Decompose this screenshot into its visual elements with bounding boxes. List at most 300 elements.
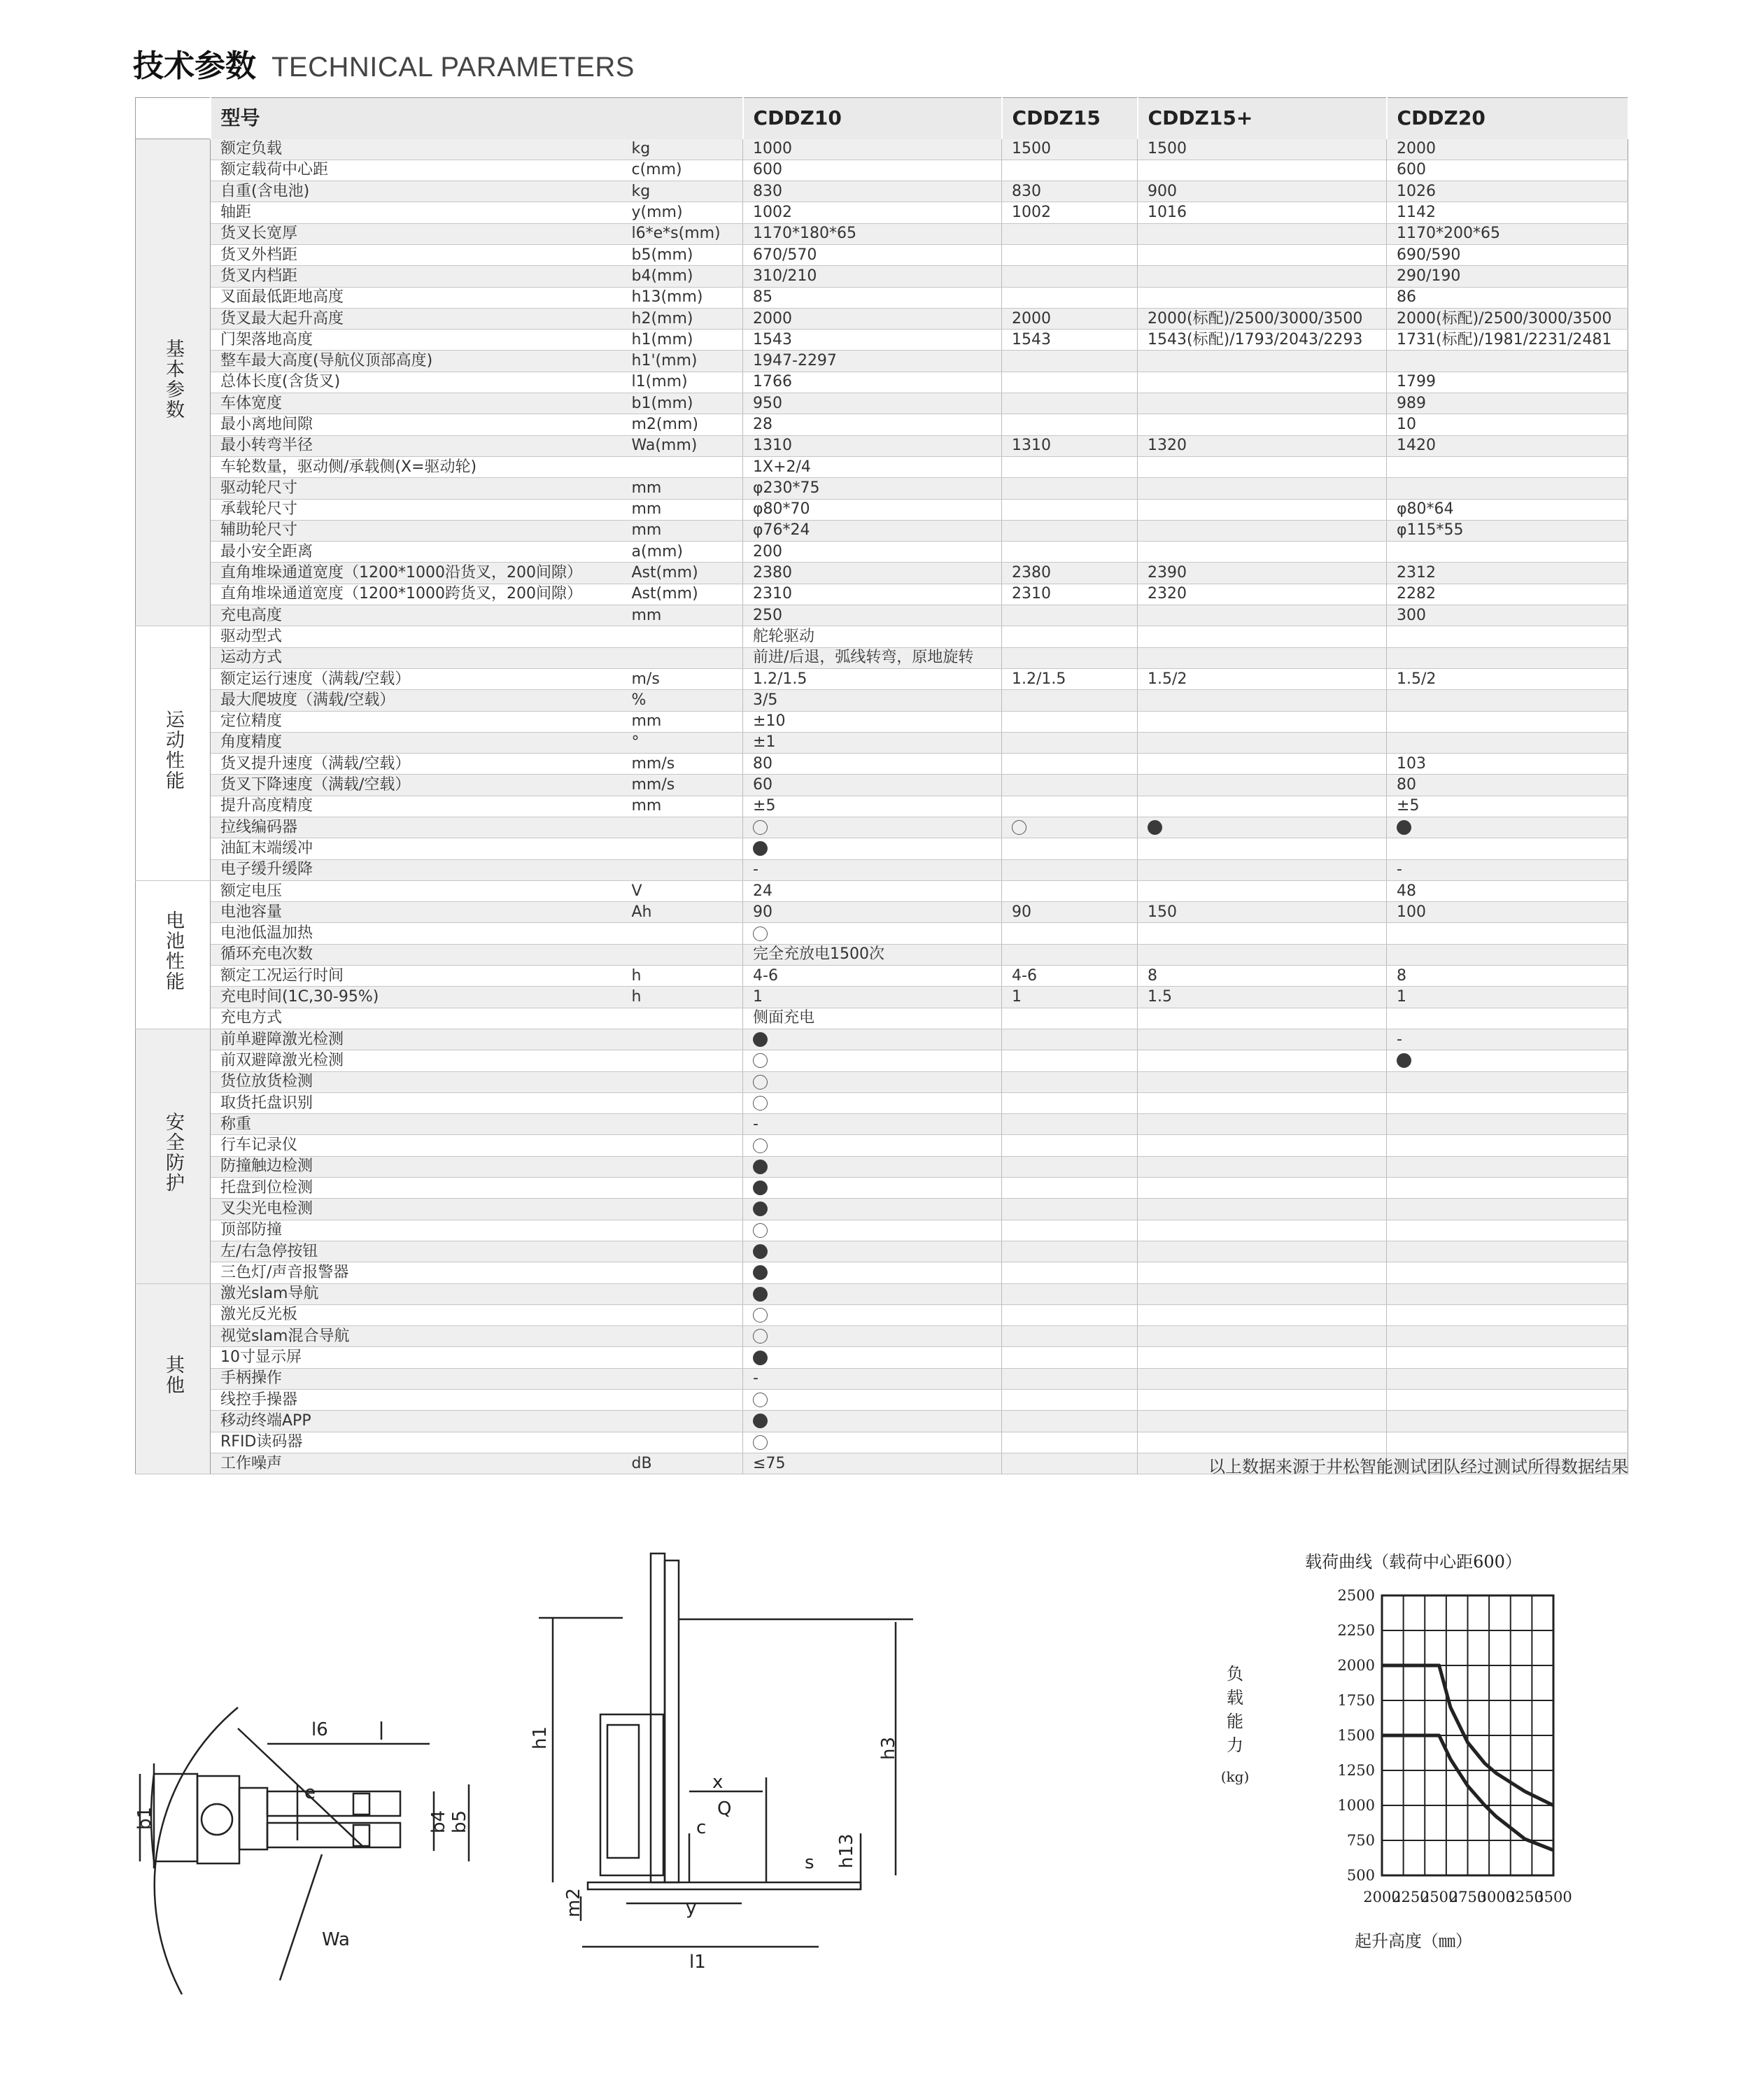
param-unit: mm <box>622 478 743 499</box>
value-cell <box>1138 456 1387 477</box>
footnote: 以上数据来源于井松智能测试团队经过测试所得数据结果 <box>1208 1457 1628 1477</box>
param-label: 循环充电次数 <box>211 944 622 965</box>
value-cell <box>743 1262 1002 1283</box>
value-cell <box>1138 1156 1387 1177</box>
optional-circle-icon <box>1012 820 1026 835</box>
value-cell <box>1002 1326 1138 1347</box>
value-cell <box>1387 1368 1628 1389</box>
value-cell: 1543 <box>1002 330 1138 351</box>
value-cell <box>1387 1114 1628 1135</box>
param-unit <box>622 838 743 859</box>
optional-circle-icon <box>753 1308 768 1323</box>
standard-dot-icon <box>1397 820 1411 835</box>
standard-dot-icon <box>753 1201 768 1216</box>
param-label: 顶部防撞 <box>211 1220 622 1241</box>
value-cell: 1 <box>1002 987 1138 1008</box>
param-unit: mm <box>622 520 743 541</box>
param-unit <box>622 1050 743 1071</box>
table-row <box>136 1199 1628 1220</box>
table-row <box>136 393 1628 414</box>
table-row <box>136 372 1628 393</box>
table-row <box>136 1347 1628 1368</box>
value-cell <box>1138 1283 1387 1304</box>
value-cell <box>1002 351 1138 372</box>
value-cell: 830 <box>1002 181 1138 202</box>
param-unit <box>622 1411 743 1432</box>
value-cell: 1 <box>1387 987 1628 1008</box>
param-label: 额定电压 <box>211 880 622 901</box>
x-tick-label: 2750 <box>1448 1889 1487 1905</box>
value-cell <box>1387 1432 1628 1453</box>
table-row <box>136 902 1628 923</box>
param-unit: V <box>622 880 743 901</box>
param-unit: h13(mm) <box>622 287 743 308</box>
value-cell: 1320 <box>1138 435 1387 456</box>
value-cell: 1.5/2 <box>1138 668 1387 689</box>
value-cell <box>1002 923 1138 944</box>
value-cell: 600 <box>1387 160 1628 181</box>
table-row <box>136 1114 1628 1135</box>
value-cell: 1.5 <box>1138 987 1387 1008</box>
param-label: 货位放货检测 <box>211 1071 622 1092</box>
value-cell: 103 <box>1387 754 1628 775</box>
value-cell <box>1387 1347 1628 1368</box>
value-cell <box>1138 478 1387 499</box>
table-row <box>136 223 1628 244</box>
value-cell <box>1387 1241 1628 1262</box>
param-label: 手柄操作 <box>211 1368 622 1389</box>
value-cell <box>1138 499 1387 520</box>
param-unit <box>622 1029 743 1050</box>
param-unit: kg <box>622 139 743 160</box>
value-cell <box>743 1304 1002 1325</box>
value-cell <box>1002 1092 1138 1113</box>
value-cell <box>1138 1241 1387 1262</box>
standard-dot-icon <box>753 1265 768 1280</box>
standard-dot-icon <box>753 1244 768 1259</box>
param-unit <box>622 1262 743 1283</box>
chart-title: 载荷曲线（载荷中心距600） <box>1305 1552 1522 1572</box>
value-cell <box>1387 1050 1628 1071</box>
param-unit <box>622 1241 743 1262</box>
value-cell <box>1138 1008 1387 1029</box>
value-cell <box>1002 1453 1138 1474</box>
param-unit: h <box>622 987 743 1008</box>
param-unit: Ah <box>622 902 743 923</box>
value-cell: 290/190 <box>1387 266 1628 287</box>
value-cell <box>1138 690 1387 711</box>
value-cell <box>1002 1156 1138 1177</box>
table-row <box>136 1304 1628 1325</box>
param-unit <box>622 626 743 647</box>
table-row <box>136 266 1628 287</box>
param-label: 电池低温加热 <box>211 923 622 944</box>
value-cell <box>1002 711 1138 732</box>
spec-table <box>135 97 1629 1474</box>
chart-ylabel <box>1221 1664 1250 1785</box>
table-row <box>136 563 1628 584</box>
value-cell <box>1002 478 1138 499</box>
value-cell: ±5 <box>743 796 1002 817</box>
value-cell <box>743 1092 1002 1113</box>
label-h1: h1 <box>530 1726 551 1749</box>
value-cell <box>1138 1220 1387 1241</box>
table-row <box>136 626 1628 647</box>
table-row <box>136 1178 1628 1199</box>
value-cell <box>743 923 1002 944</box>
label-l6: l6 <box>311 1719 328 1740</box>
value-cell: 2310 <box>1002 584 1138 605</box>
param-label: 视觉slam混合导航 <box>211 1326 622 1347</box>
table-row <box>136 308 1628 329</box>
label-l1: l1 <box>689 1952 706 1973</box>
param-label: 最大爬坡度（满载/空载） <box>211 690 622 711</box>
param-label: 激光反光板 <box>211 1304 622 1325</box>
standard-dot-icon <box>753 1414 768 1428</box>
param-unit <box>622 859 743 880</box>
value-cell: ±10 <box>743 711 1002 732</box>
header-model-3: CDDZ20 <box>1387 98 1628 139</box>
param-unit: mm <box>622 499 743 520</box>
value-cell <box>743 1050 1002 1071</box>
label-m2: m2 <box>563 1888 584 1917</box>
value-cell <box>743 1199 1002 1220</box>
param-unit: mm/s <box>622 754 743 775</box>
param-label: 最小离地间隙 <box>211 414 622 435</box>
value-cell <box>1002 817 1138 838</box>
value-cell <box>1138 520 1387 541</box>
x-tick-label: 3000 <box>1477 1889 1516 1905</box>
value-cell: 1 <box>743 987 1002 1008</box>
value-cell: 1016 <box>1138 202 1387 223</box>
value-cell <box>1387 456 1628 477</box>
table-row <box>136 923 1628 944</box>
optional-circle-icon <box>753 926 768 941</box>
ylabel-char: 负 <box>1227 1664 1243 1684</box>
param-label: 车体宽度 <box>211 393 622 414</box>
value-cell <box>1138 711 1387 732</box>
value-cell <box>1138 1178 1387 1199</box>
y-tick-label: 2000 <box>1337 1657 1375 1674</box>
value-cell <box>1138 414 1387 435</box>
table-row <box>136 1071 1628 1092</box>
value-cell: 28 <box>743 414 1002 435</box>
table-row <box>136 202 1628 223</box>
value-cell: 完全充放电1500次 <box>743 944 1002 965</box>
value-cell <box>1002 542 1138 563</box>
value-cell <box>1002 1135 1138 1156</box>
table-row <box>136 435 1628 456</box>
value-cell <box>1138 244 1387 265</box>
param-label: 激光slam导航 <box>211 1283 622 1304</box>
label-h3: h3 <box>878 1736 899 1760</box>
section-label: 其他 <box>136 1283 211 1474</box>
param-label: 前单避障激光检测 <box>211 1029 622 1050</box>
value-cell <box>1387 1199 1628 1220</box>
value-cell <box>1387 626 1628 647</box>
table-row <box>136 181 1628 202</box>
value-cell <box>1002 1411 1138 1432</box>
param-label: 线控手操器 <box>211 1390 622 1411</box>
value-cell <box>1138 1092 1387 1113</box>
param-label: 叉尖光电检测 <box>211 1199 622 1220</box>
value-cell: 200 <box>743 542 1002 563</box>
value-cell <box>743 1411 1002 1432</box>
title-en: TECHNICAL PARAMETERS <box>271 52 635 83</box>
param-label: 自重(含电池) <box>211 181 622 202</box>
ylabel-char: 载 <box>1227 1688 1243 1707</box>
value-cell: 1170*180*65 <box>743 223 1002 244</box>
param-unit: m2(mm) <box>622 414 743 435</box>
y-tick-label: 1750 <box>1337 1692 1375 1709</box>
param-label: 行车记录仪 <box>211 1135 622 1156</box>
value-cell <box>743 838 1002 859</box>
label-q: Q <box>717 1798 732 1819</box>
param-unit: b4(mm) <box>622 266 743 287</box>
value-cell: 8 <box>1387 966 1628 987</box>
value-cell <box>1138 1199 1387 1220</box>
value-cell: 1026 <box>1387 181 1628 202</box>
table-row <box>136 520 1628 541</box>
value-cell <box>1387 647 1628 668</box>
value-cell <box>1138 1071 1387 1092</box>
table-row <box>136 499 1628 520</box>
table-row <box>136 605 1628 626</box>
value-cell <box>1002 393 1138 414</box>
value-cell <box>1002 647 1138 668</box>
value-cell <box>1138 1304 1387 1325</box>
value-cell <box>1387 923 1628 944</box>
param-unit: kg <box>622 181 743 202</box>
param-label: 驱动轮尺寸 <box>211 478 622 499</box>
param-label: 货叉内档距 <box>211 266 622 287</box>
value-cell <box>1387 1008 1628 1029</box>
value-cell: 2320 <box>1138 584 1387 605</box>
table-row <box>136 796 1628 817</box>
table-row <box>136 1262 1628 1283</box>
y-tick-label: 1250 <box>1337 1762 1375 1779</box>
param-label: 整车最大高度(导航仪顶部高度) <box>211 351 622 372</box>
value-cell: 1.2/1.5 <box>743 668 1002 689</box>
chart-xlabel: 起升高度（㎜） <box>1355 1931 1472 1951</box>
value-cell <box>1138 1029 1387 1050</box>
table-row <box>136 1156 1628 1177</box>
standard-dot-icon <box>753 1160 768 1174</box>
param-unit: ° <box>622 732 743 753</box>
value-cell <box>1138 1390 1387 1411</box>
param-label: 门架落地高度 <box>211 330 622 351</box>
value-cell <box>1002 223 1138 244</box>
value-cell: 2000 <box>1002 308 1138 329</box>
value-cell <box>1002 1008 1138 1029</box>
value-cell: 3/5 <box>743 690 1002 711</box>
y-tick-label: 1500 <box>1337 1727 1375 1744</box>
label-b1: b1 <box>134 1806 155 1830</box>
value-cell <box>1138 859 1387 880</box>
value-cell: 1.2/1.5 <box>1002 668 1138 689</box>
value-cell <box>1138 393 1387 414</box>
ylabel-char: 力 <box>1227 1735 1243 1755</box>
value-cell <box>1002 859 1138 880</box>
x-tick-label: 3250 <box>1506 1889 1544 1905</box>
value-cell <box>1387 711 1628 732</box>
optional-circle-icon <box>753 1435 768 1450</box>
param-label: 额定负载 <box>211 139 622 160</box>
value-cell <box>1002 1114 1138 1135</box>
y-tick-label: 2500 <box>1337 1587 1375 1604</box>
value-cell <box>1002 414 1138 435</box>
param-label: 额定载荷中心距 <box>211 160 622 181</box>
ylabel-unit: (kg) <box>1220 1768 1250 1785</box>
value-cell: 1170*200*65 <box>1387 223 1628 244</box>
value-cell <box>1138 351 1387 372</box>
param-unit <box>622 1008 743 1029</box>
value-cell <box>1387 1092 1628 1113</box>
param-label: 最小转弯半径 <box>211 435 622 456</box>
value-cell: 600 <box>743 160 1002 181</box>
value-cell: 1731(标配)/1981/2231/2481 <box>1387 330 1628 351</box>
value-cell <box>1002 456 1138 477</box>
param-label: 防撞触边检测 <box>211 1156 622 1177</box>
param-label: 运动方式 <box>211 647 622 668</box>
param-label: 电池容量 <box>211 902 622 923</box>
value-cell: φ76*24 <box>743 520 1002 541</box>
param-label: 工作噪声 <box>211 1453 622 1474</box>
value-cell: 2390 <box>1138 563 1387 584</box>
table-row <box>136 1050 1628 1071</box>
value-cell <box>743 1283 1002 1304</box>
table-row <box>136 351 1628 372</box>
value-cell: 80 <box>743 754 1002 775</box>
value-cell <box>1002 287 1138 308</box>
value-cell: 2000(标配)/2500/3000/3500 <box>1138 308 1387 329</box>
value-cell: ±5 <box>1387 796 1628 817</box>
optional-circle-icon <box>753 1096 768 1111</box>
top-view-diagram <box>133 1693 511 2036</box>
param-unit <box>622 1390 743 1411</box>
load-curve-chart <box>1204 1539 1572 1973</box>
value-cell <box>1002 520 1138 541</box>
value-cell: 2282 <box>1387 584 1628 605</box>
value-cell <box>1002 605 1138 626</box>
value-cell: 2380 <box>1002 563 1138 584</box>
value-cell <box>1138 605 1387 626</box>
section-label: 运动性能 <box>136 626 211 881</box>
param-label: RFID读码器 <box>211 1432 622 1453</box>
value-cell: 10 <box>1387 414 1628 435</box>
label-c: c <box>696 1817 707 1838</box>
value-cell: 300 <box>1387 605 1628 626</box>
value-cell <box>1387 1156 1628 1177</box>
param-unit: l6*e*s(mm) <box>622 223 743 244</box>
value-cell <box>1138 880 1387 901</box>
param-label: 充电方式 <box>211 1008 622 1029</box>
param-unit <box>622 944 743 965</box>
value-cell: φ80*64 <box>1387 499 1628 520</box>
param-unit: % <box>622 690 743 711</box>
param-label: 提升高度精度 <box>211 796 622 817</box>
header-model-1: CDDZ15 <box>1002 98 1138 139</box>
param-unit <box>622 1283 743 1304</box>
param-unit: dB <box>622 1453 743 1474</box>
value-cell <box>1002 160 1138 181</box>
value-cell: - <box>1387 859 1628 880</box>
value-cell: 250 <box>743 605 1002 626</box>
param-unit: a(mm) <box>622 542 743 563</box>
value-cell <box>1002 1432 1138 1453</box>
value-cell <box>1002 1220 1138 1241</box>
value-cell <box>1002 690 1138 711</box>
param-label: 移动终端APP <box>211 1411 622 1432</box>
value-cell <box>1002 1347 1138 1368</box>
value-cell <box>1138 1432 1387 1453</box>
table-row <box>136 859 1628 880</box>
param-label: 车轮数量，驱动侧/承载侧(X=驱动轮) <box>211 456 622 477</box>
value-cell: 900 <box>1138 181 1387 202</box>
table-row <box>136 542 1628 563</box>
table-row <box>136 584 1628 605</box>
value-cell: 1.5/2 <box>1387 668 1628 689</box>
table-row <box>136 732 1628 753</box>
value-cell: 2000(标配)/2500/3000/3500 <box>1387 308 1628 329</box>
param-unit <box>622 1071 743 1092</box>
header-blank <box>136 98 211 139</box>
param-unit <box>622 1304 743 1325</box>
value-cell <box>1002 626 1138 647</box>
x-tick-label: 2250 <box>1392 1889 1430 1905</box>
value-cell <box>1002 1178 1138 1199</box>
value-cell: φ230*75 <box>743 478 1002 499</box>
table-row <box>136 1368 1628 1389</box>
table-row <box>136 966 1628 987</box>
param-unit <box>622 1199 743 1220</box>
value-cell <box>1138 944 1387 965</box>
param-label: 直角堆垛通道宽度（1200*1000沿货叉，200间隙） <box>211 563 622 584</box>
param-unit: c(mm) <box>622 160 743 181</box>
value-cell <box>1138 754 1387 775</box>
value-cell: 1420 <box>1387 435 1628 456</box>
value-cell <box>1002 880 1138 901</box>
table-row <box>136 754 1628 775</box>
table-header-row <box>136 98 1628 139</box>
value-cell <box>1138 1262 1387 1283</box>
param-unit <box>622 1432 743 1453</box>
param-unit <box>622 817 743 838</box>
table-row <box>136 838 1628 859</box>
param-unit <box>622 923 743 944</box>
table-row <box>136 330 1628 351</box>
value-cell: 侧面充电 <box>743 1008 1002 1029</box>
value-cell <box>743 1135 1002 1156</box>
optional-circle-icon <box>753 1329 768 1344</box>
param-label: 充电时间(1C,30-95%) <box>211 987 622 1008</box>
value-cell <box>1138 817 1387 838</box>
param-label: 驱动型式 <box>211 626 622 647</box>
value-cell: 90 <box>743 902 1002 923</box>
param-label: 油缸末端缓冲 <box>211 838 622 859</box>
x-tick-label: 3500 <box>1534 1889 1572 1905</box>
value-cell <box>743 817 1002 838</box>
value-cell: 100 <box>1387 902 1628 923</box>
table-row <box>136 160 1628 181</box>
value-cell <box>1387 1283 1628 1304</box>
value-cell: 86 <box>1387 287 1628 308</box>
table-row <box>136 244 1628 265</box>
label-x: x <box>712 1772 724 1793</box>
value-cell <box>1138 923 1387 944</box>
value-cell <box>743 1390 1002 1411</box>
value-cell <box>743 1347 1002 1368</box>
